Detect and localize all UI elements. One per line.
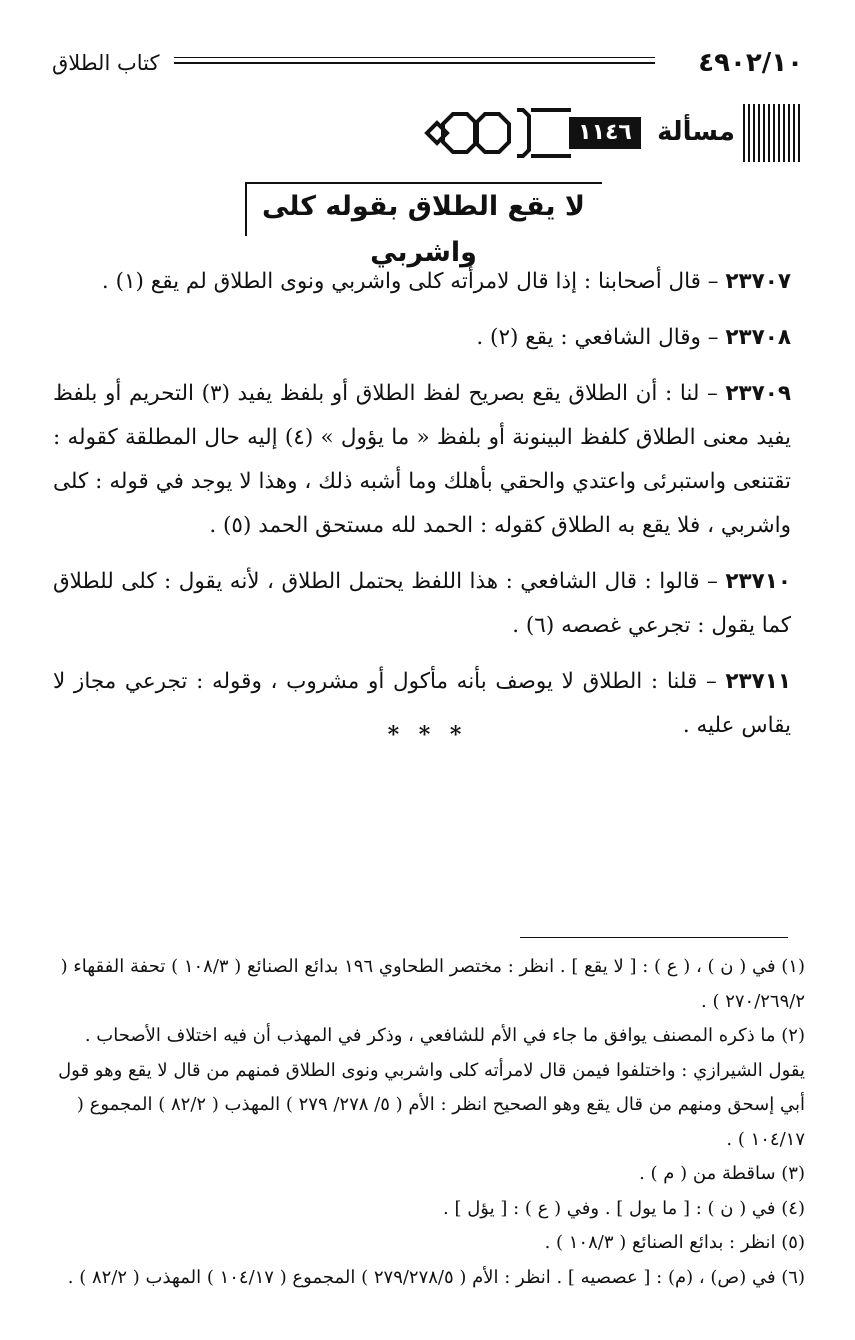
footnote: (٤) في ( ن ) : [ ما يول ] . وفي ( ع ) : [ يؤل ] . [443, 1197, 805, 1219]
paragraph [53, 560, 791, 648]
footnote: (٢) ما ذكره المصنف يوافق ما جاء في الأم للشافعي ، وذكر في المهذب أن فيه اختلاف الأصحاب . يقول الشيرازي : واختلفوا فيمن قال لامرأته كلى واشربي ونوى الطلاق فمنهم من قال لا يقع وهو قول أبي إسحق ومنهم من قال يقع وهو الصحيح انظر : الأم ( ٥/ ٢٧٨/ ٢٧٩ ) المهذب ( ٨٢/٢ ) المجموع ( ١٠٤/١٧ ) . [58, 1025, 805, 1150]
paragraph-text: – قالوا : قال الشافعي : هذا اللفظ يحتمل الطلاق ، لأنه يقول : كلى للطلاق كما يقول : تجرعي غصصه (٦) . [53, 569, 791, 638]
book-title: كتاب الطلاق [52, 51, 160, 75]
header-rule [174, 57, 655, 63]
footnote-rule [520, 937, 788, 938]
paragraph [53, 316, 791, 360]
running-header [52, 48, 803, 78]
paragraph-text: – لنا : أن الطلاق يقع بصريح لفظ الطلاق أو بلفظ يفيد (٣) التحريم أو بلفظ يفيد معنى الطلاق كلفظ البينونة أو بلفظ « ما يؤول » (٤) إليه حال المطلقة كقوله : تقتنعى واستبرئى واعتدي والحقي بأهلك وما أشبه ذلك ، وهذا لا يوجد في قوله : كلى واشربي ، فلا يقع به الطلاق كقوله : الحمد لله مستحق الحمد (٥) . [53, 381, 791, 538]
footnote: (٦) في (ص) ، (م) : [ عصصيه ] . انظر : الأم ( ٢٧٩/٢٧٨/٥ ) المجموع ( ١٠٤/١٧ ) المهذب ( ٨٢/٢ ) . [67, 1266, 805, 1288]
paragraph-number: ٢٣٧٠٧ [725, 269, 791, 294]
page-number: ٤٩٠٢/١٠ [698, 48, 803, 78]
barcode-ornament [743, 104, 803, 162]
chapter-title: لا يقع الطلاق بقوله كلى واشربي [261, 191, 586, 268]
paragraph-number: ٢٣٧١٠ [725, 569, 792, 594]
section-separator: * * * [387, 722, 468, 748]
paragraph-text: – قال أصحابنا : إذا قال لامرأته كلى واشربي ونوى الطلاق لم يقع (١) . [101, 269, 719, 294]
paragraph-text: – قلنا : الطلاق لا يوصف بأنه مأكول أو مشروب ، وقوله : تجرعي مجاز لا يقاس عليه . [53, 669, 791, 738]
paragraph-number: ٢٣٧١١ [725, 669, 791, 694]
footnotes [49, 950, 805, 1295]
footnote: (١) في ( ن ) ، ( ع ) : [ لا يقع ] . انظر : مختصر الطحاوي ١٩٦ بدائع الصنائع ( ١٠٨/٣ ) تحفة الفقهاء ( ٢٧٠/٢٦٩/٢ ) . [60, 956, 805, 1012]
paragraph-text: – وقال الشافعي : يقع (٢) . [476, 325, 719, 350]
main-text [53, 260, 791, 760]
paragraph [53, 260, 791, 304]
issue-banner [423, 104, 803, 162]
paragraph-number: ٢٣٧٠٨ [725, 325, 791, 350]
footnote: (٥) انظر : بدائع الصنائع ( ١٠٨/٣ ) . [544, 1232, 805, 1253]
geometric-ornament-icon [423, 104, 571, 162]
paragraph-number: ٢٣٧٠٩ [725, 381, 791, 406]
paragraph [53, 372, 791, 548]
footnote: (٣) ساقطة من ( م ) . [639, 1163, 805, 1184]
issue-label: مسألة [657, 117, 735, 147]
issue-number-badge: ١١٤٦ [569, 117, 641, 149]
